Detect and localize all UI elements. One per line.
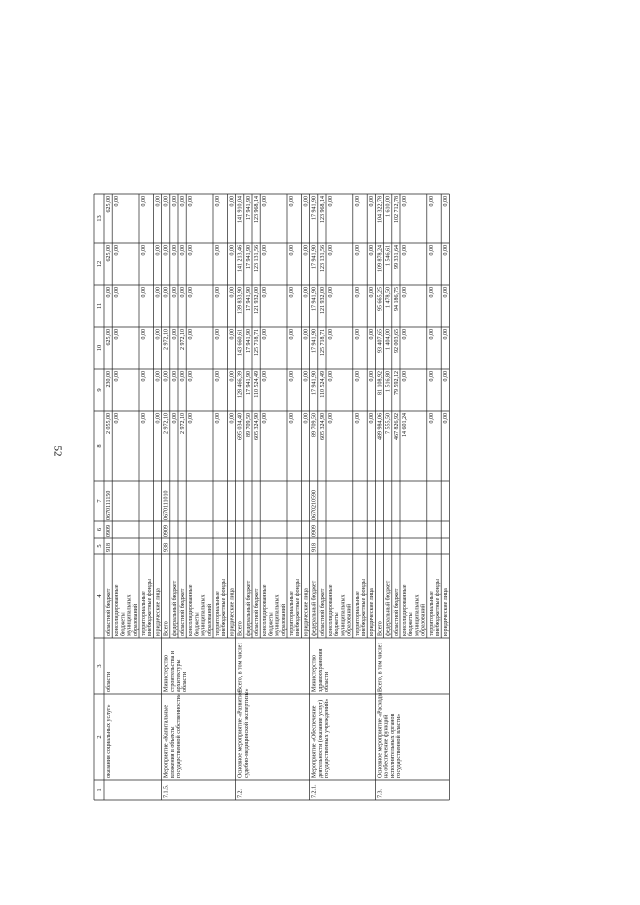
amount-value: 109 878,24: [377, 245, 384, 272]
row-name: на обеспечение функций: [383, 714, 390, 778]
grbs-code: 918: [311, 543, 318, 552]
amount-value: 2 972,10: [163, 413, 170, 434]
funding-source: областной бюджет: [180, 588, 186, 636]
amount-value: 0,00: [369, 287, 376, 298]
funding-source: территориальные: [289, 591, 295, 636]
amount-value: 104 322,78: [377, 196, 384, 223]
amount-value: 0,00: [369, 413, 376, 424]
amount-value: 0,00: [443, 329, 450, 340]
amount-value: 110 524,49: [254, 371, 260, 398]
amount-value: 141 213,46: [237, 245, 244, 272]
funding-source: консолидированные: [114, 584, 121, 636]
funding-source: федеральный бюджет: [311, 580, 318, 636]
funding-source: юридические лица: [155, 588, 162, 636]
amount-value: 2 972,10: [163, 329, 170, 350]
amount-value: 0,00: [215, 287, 221, 298]
amount-value: 0,00: [180, 287, 186, 298]
section-code: 0909: [163, 525, 170, 537]
column-header: 9: [96, 388, 103, 392]
amount-value: 0,00: [229, 329, 236, 340]
amount-value: 14 601,24: [402, 413, 408, 437]
amount-value: 0,00: [289, 196, 295, 207]
amount-value: 0,00: [163, 245, 170, 256]
amount-value: 17 941,90: [311, 196, 318, 220]
amount-value: 0,00: [163, 371, 170, 382]
funding-source: внебюджетные фонды: [295, 579, 302, 636]
row-name: оказания социальных услуг»: [106, 704, 112, 778]
row-name: государственной власти»: [396, 713, 402, 778]
funding-source: консолидированные: [402, 584, 408, 636]
column-header: 13: [96, 215, 103, 222]
funding-source: территориальные: [428, 591, 435, 636]
amount-value: 0,00: [303, 329, 310, 340]
funding-source: образований: [206, 603, 213, 636]
funding-source: внебюджетные фонды: [361, 579, 367, 636]
amount-value: 89 709,50: [311, 413, 318, 437]
amount-value: 141 910,04: [237, 196, 244, 223]
amount-value: 0,00: [289, 329, 295, 340]
row-number: 7.2.1.: [311, 784, 318, 798]
amount-value: 0,00: [155, 329, 162, 340]
amount-value: 0,00: [443, 371, 450, 382]
funding-source: федеральный бюджет: [385, 580, 392, 636]
amount-value: 0,00: [114, 245, 121, 256]
amount-value: 139 833,90: [237, 287, 244, 314]
amount-value: 0,00: [443, 245, 450, 256]
amount-value: 0,00: [262, 413, 269, 424]
amount-value: 0,00: [402, 245, 408, 256]
amount-value: 94 186,75: [393, 287, 400, 311]
row-name: вложения в объекты: [169, 726, 176, 778]
amount-value: 625,00: [106, 245, 112, 262]
amount-value: 230,00: [106, 371, 112, 388]
amount-value: 17 941,90: [311, 287, 318, 311]
amount-value: 0,00: [163, 196, 170, 207]
amount-value: 0,00: [303, 371, 310, 382]
amount-value: 0,00: [215, 371, 221, 382]
target-code: 0670111150: [106, 490, 112, 520]
amount-value: 2 055,00: [106, 413, 112, 434]
funding-source: образований: [280, 603, 287, 636]
funding-source: муниципальных: [126, 594, 133, 636]
amount-value: 93 407,65: [377, 329, 384, 353]
amount-value: 89 709,50: [245, 413, 252, 437]
amount-value: 0,00: [229, 371, 236, 382]
amount-value: 0,00: [229, 245, 236, 256]
funding-source: территориальные: [354, 591, 361, 636]
amount-value: 1 546,61: [385, 245, 392, 266]
amount-value: 0,00: [328, 245, 334, 256]
amount-value: 1 610,00: [385, 196, 392, 217]
funding-source: юридические лица: [303, 588, 310, 636]
amount-value: 0,00: [354, 413, 361, 424]
amount-value: 0,00: [215, 329, 221, 340]
amount-value: 467 826,92: [393, 413, 400, 440]
row-name: Мероприятие «Обеспечение: [311, 705, 318, 778]
amount-value: 0,00: [303, 196, 310, 207]
row-executor: здравоохранения: [317, 648, 324, 692]
amount-value: 121 932,00: [319, 287, 326, 314]
row-number: 7.3.: [377, 789, 384, 798]
amount-value: 0,00: [171, 329, 178, 340]
amount-value: 0,00: [155, 371, 162, 382]
amount-value: 0,00: [328, 371, 334, 382]
row-executor: Всего, в том числе:: [237, 643, 244, 692]
row-number: 7.2.: [237, 789, 244, 798]
target-code: 0670111010: [163, 490, 170, 520]
amount-value: 0,00: [402, 371, 408, 382]
funding-source: муниципальных: [200, 594, 207, 636]
row-name: деятельности (оказание услуг): [317, 699, 324, 778]
amount-value: 123 968,14: [319, 196, 326, 223]
amount-value: 0,00: [114, 287, 121, 298]
amount-value: 0,00: [188, 196, 195, 207]
row-executor: Всего, в том числе:: [377, 643, 384, 692]
row-executor: архитектуры: [176, 659, 182, 692]
amount-value: 625,00: [106, 329, 112, 346]
funding-source: муниципальных: [274, 594, 281, 636]
amount-value: 0,00: [188, 371, 195, 382]
amount-value: 1 478,50: [385, 287, 392, 308]
amount-value: 0,00: [141, 371, 147, 382]
amount-value: 0,00: [303, 413, 310, 424]
amount-value: 0,00: [262, 329, 269, 340]
amount-value: 0,00: [328, 329, 334, 340]
amount-value: 0,00: [428, 329, 435, 340]
amount-value: 110 524,49: [319, 371, 326, 398]
grbs-code: 938: [163, 543, 170, 552]
amount-value: 0,00: [188, 287, 195, 298]
amount-value: 0,00: [443, 413, 450, 424]
funding-source: областной бюджет: [393, 588, 400, 636]
amount-value: 0,00: [141, 413, 147, 424]
amount-value: 0,00: [428, 287, 435, 298]
amount-value: 0,00: [443, 287, 450, 298]
amount-value: 81 108,92: [377, 371, 384, 395]
row-name: государственной собственности»: [176, 693, 182, 778]
amount-value: 0,00: [262, 371, 269, 382]
amount-value: 0,00: [289, 371, 295, 382]
amount-value: 489 984,06: [377, 413, 384, 440]
page-number: 52: [51, 445, 64, 457]
amount-value: 0,00: [188, 329, 195, 340]
amount-value: 625,00: [106, 196, 112, 213]
amount-value: 0,00: [171, 287, 178, 298]
funding-source: муниципальных: [340, 594, 347, 636]
amount-value: 0,00: [188, 413, 195, 424]
column-header: 8: [96, 444, 103, 448]
amount-value: 0,00: [354, 329, 361, 340]
funding-source: областной бюджет: [106, 588, 112, 636]
column-header: 3: [96, 664, 103, 668]
amount-value: 0,00: [428, 371, 435, 382]
amount-value: 0,00: [428, 196, 435, 207]
column-header: 4: [96, 594, 103, 598]
grbs-code: 918: [106, 543, 112, 552]
row-name: государственных учреждений»: [324, 698, 330, 778]
amount-value: 0,00: [289, 413, 295, 424]
amount-value: 102 712,78: [393, 196, 400, 223]
funding-source: внебюджетные фонды: [221, 579, 228, 636]
amount-value: 0,00: [171, 413, 178, 424]
amount-value: 0,00: [171, 196, 178, 207]
amount-value: 0,00: [114, 196, 121, 207]
row-name: исполнительных органов: [389, 713, 396, 778]
funding-source: образований: [346, 603, 353, 636]
amount-value: 0,00: [141, 245, 147, 256]
amount-value: 0,00: [354, 287, 361, 298]
funding-source: областной бюджет: [319, 588, 326, 636]
column-header: 7: [96, 499, 103, 503]
amount-value: 605 324,90: [319, 413, 326, 440]
amount-value: 0,00: [163, 287, 170, 298]
amount-value: 17 941,90: [245, 329, 252, 353]
amount-value: 0,00: [229, 287, 236, 298]
amount-value: 92 003,65: [393, 329, 400, 353]
amount-value: 128 466,39: [237, 371, 244, 398]
amount-value: 2 972,10: [180, 413, 186, 434]
amount-value: 123 131,56: [319, 245, 326, 272]
amount-value: 0,00: [155, 287, 162, 298]
amount-value: 0,00: [180, 245, 186, 256]
funding-source: консолидированные: [328, 584, 334, 636]
funding-source: территориальные: [141, 591, 147, 636]
amount-value: 0,00: [369, 329, 376, 340]
funding-source: юридические лица: [369, 588, 376, 636]
column-header: 5: [96, 544, 103, 548]
amount-value: 17 941,90: [245, 196, 252, 220]
amount-value: 0,00: [141, 196, 147, 207]
amount-value: 7 555,50: [385, 413, 392, 434]
amount-value: 0,00: [328, 196, 334, 207]
amount-value: 0,00: [215, 245, 221, 256]
column-header: 1: [96, 788, 103, 792]
amount-value: 0,00: [402, 329, 408, 340]
amount-value: 0,00: [262, 287, 269, 298]
amount-value: 0,00: [215, 196, 221, 207]
budget-table: [84, 86, 556, 806]
amount-value: 0,00: [229, 413, 236, 424]
column-header: 12: [96, 260, 103, 268]
amount-value: 0,00: [171, 371, 178, 382]
row-number: 7.1.5.: [163, 784, 170, 798]
column-header: 6: [96, 527, 103, 532]
amount-value: 17 941,90: [245, 371, 252, 395]
funding-source: консолидированные: [262, 584, 269, 636]
amount-value: 0,00: [354, 245, 361, 256]
column-header: 10: [96, 344, 103, 352]
funding-source: бюджеты: [120, 612, 127, 636]
amount-value: 17 941,90: [311, 245, 318, 269]
amount-value: 0,00: [171, 245, 178, 256]
amount-value: 0,00: [262, 196, 269, 207]
amount-value: 0,00: [428, 245, 435, 256]
amount-value: 0,00: [155, 245, 162, 256]
amount-value: 0,00: [303, 245, 310, 256]
amount-value: 0,00: [155, 413, 162, 424]
amount-value: 99 331,64: [393, 245, 400, 269]
amount-value: 95 665,25: [377, 287, 384, 311]
amount-value: 0,00: [443, 196, 450, 207]
amount-value: 695 034,40: [237, 413, 244, 440]
funding-source: территориальные: [215, 591, 221, 636]
amount-value: 143 660,61: [237, 329, 244, 356]
amount-value: 0,00: [188, 245, 195, 256]
row-name: судебно-медицинской экспертизы»: [243, 688, 250, 778]
amount-value: 0,00: [354, 196, 361, 207]
amount-value: 0,00: [141, 287, 147, 298]
row-name: Мероприятие «Капитальные: [163, 704, 170, 778]
amount-value: 605 324,90: [254, 413, 260, 440]
amount-value: 0,00: [262, 245, 269, 256]
amount-value: 0,00: [369, 371, 376, 382]
amount-value: 0,00: [114, 413, 121, 424]
row-executor: области: [106, 671, 112, 692]
column-header: 11: [96, 302, 103, 310]
row-name: Основное мероприятие «Развитие: [237, 690, 244, 778]
amount-value: 0,00: [141, 329, 147, 340]
funding-source: Всего: [237, 621, 244, 636]
amount-value: 17 941,90: [311, 371, 318, 395]
section-code: 0909: [311, 525, 318, 537]
amount-value: 121 932,00: [254, 287, 260, 314]
funding-source: муниципальных: [414, 594, 421, 636]
funding-source: внебюджетные фонды: [435, 579, 441, 636]
funding-source: консолидированные: [188, 584, 195, 636]
row-executor: Министерство: [311, 655, 318, 692]
section-code: 0909: [106, 525, 112, 537]
amount-value: 123 968,14: [254, 196, 260, 223]
amount-value: 0,00: [180, 196, 186, 207]
amount-value: 1 404,00: [385, 329, 392, 350]
amount-value: 2 972,10: [180, 329, 186, 350]
amount-value: 0,00: [289, 287, 295, 298]
funding-source: бюджеты: [334, 612, 341, 636]
funding-source: образований: [132, 603, 139, 636]
amount-value: 123 131,56: [254, 245, 260, 272]
funding-source: Всего: [377, 621, 384, 636]
amount-value: 0,00: [215, 413, 221, 424]
funding-source: бюджеты: [194, 612, 201, 636]
amount-value: 0,00: [369, 196, 376, 207]
rotated-table: [84, 86, 556, 806]
row-name: Основное мероприятие «Расходы: [377, 692, 384, 778]
amount-value: 0,00: [114, 371, 121, 382]
amount-value: 125 718,71: [254, 329, 260, 356]
amount-value: 0,00: [229, 196, 236, 207]
target-code: 0670210590: [311, 490, 318, 520]
funding-source: федеральный бюджет: [245, 580, 252, 636]
amount-value: 0,00: [303, 287, 310, 298]
row-executor: строительства и: [169, 651, 176, 692]
funding-source: образований: [420, 603, 427, 636]
amount-value: 0,00: [402, 196, 408, 207]
amount-value: 0,00: [328, 413, 334, 424]
funding-source: юридические лица: [443, 588, 450, 636]
amount-value: 0,00: [354, 371, 361, 382]
amount-value: 17 941,90: [245, 287, 252, 311]
amount-value: 0,00: [369, 245, 376, 256]
funding-source: областной бюджет: [254, 588, 260, 636]
funding-source: федеральный бюджет: [171, 580, 178, 636]
row-executor: области: [324, 671, 330, 692]
funding-source: бюджеты: [408, 612, 415, 636]
funding-source: бюджеты: [268, 612, 275, 636]
amount-value: 0,00: [180, 371, 186, 382]
funding-source: внебюджетные фонды: [147, 579, 154, 636]
amount-value: 0,00: [402, 287, 408, 298]
amount-value: 0,00: [328, 287, 334, 298]
column-header: 2: [96, 735, 103, 739]
row-executor: области: [182, 671, 189, 692]
amount-value: 0,00: [289, 245, 295, 256]
amount-value: 0,00: [114, 329, 121, 340]
amount-value: 0,00: [155, 196, 162, 207]
amount-value: 1 516,80: [385, 371, 392, 392]
amount-value: 125 718,71: [319, 329, 326, 356]
amount-value: 0,00: [428, 413, 435, 424]
amount-value: 79 592,12: [393, 371, 400, 395]
amount-value: 17 941,90: [245, 245, 252, 269]
funding-source: юридические лица: [229, 588, 236, 636]
funding-source: Всего: [163, 621, 170, 636]
amount-value: 17 941,90: [311, 329, 318, 353]
amount-value: 0,00: [106, 287, 112, 298]
row-executor: Министерство: [163, 655, 170, 692]
